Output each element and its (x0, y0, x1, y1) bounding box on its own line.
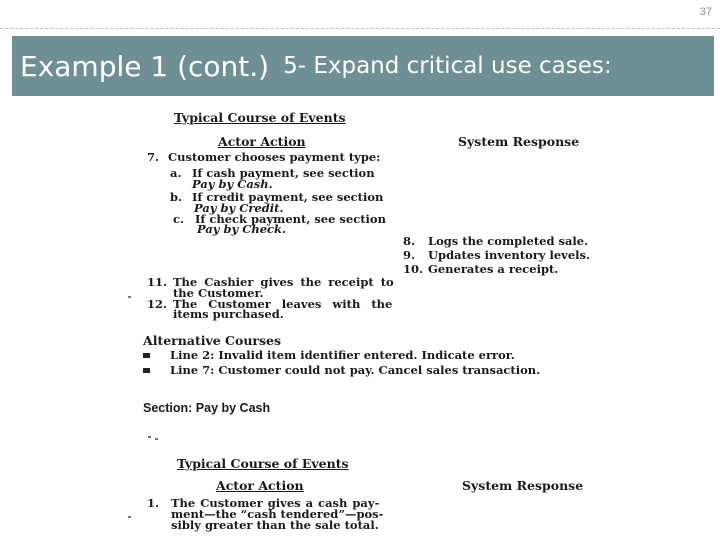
step-text: The Cashier gives the receipt to (173, 275, 394, 289)
option-label: b. (170, 190, 183, 204)
bullet-icon (143, 353, 150, 358)
scanned-document (0, 96, 720, 540)
step-text: The Customer leaves with the (173, 297, 393, 311)
system-response-column-header: System Response (458, 134, 580, 149)
scan-speck (128, 516, 131, 518)
typical-course-heading: Typical Course of Events (177, 456, 349, 471)
slide-title: Example 1 (cont.) (20, 49, 270, 83)
option-label: c. (173, 212, 185, 226)
option-reference: Pay by Cash. (192, 177, 273, 191)
step-text: The Customer gives a cash pay- (171, 496, 380, 510)
title-bar (12, 36, 714, 96)
system-response-column-header: System Response (462, 478, 584, 493)
alternative-course-item: Line 2: Invalid item identifier entered. Indicate error. (170, 348, 515, 362)
step-text: Logs the completed sale. (428, 234, 589, 248)
step-number: 9. (403, 248, 416, 262)
option-reference: Pay by Check. (197, 222, 287, 236)
step-text: the Customer. (173, 286, 264, 300)
actor-action-column-header: Actor Action (216, 478, 304, 493)
step-number: 11. (147, 275, 168, 289)
option-label: a. (170, 166, 182, 180)
option-text: If cash payment, see section (192, 166, 375, 180)
option-text: If credit payment, see section (192, 190, 384, 204)
alternative-courses-heading: Alternative Courses (143, 333, 282, 348)
section-heading: Section: Pay by Cash (143, 401, 271, 415)
top-divider (0, 28, 720, 29)
step-number: 12. (147, 297, 168, 311)
step-number: 1. (147, 496, 160, 510)
actor-action-column-header: Actor Action (218, 134, 306, 149)
step-text: items purchased. (173, 307, 284, 321)
step-text: Updates inventory levels. (428, 248, 591, 262)
option-reference: Pay by Credit. (194, 201, 284, 215)
option-text: If check payment, see section (195, 212, 386, 226)
bullet-icon (143, 368, 150, 373)
step-number: 10. (403, 262, 424, 276)
step-text: Customer chooses payment type: (168, 150, 381, 164)
scan-speck (155, 438, 158, 440)
step-text: ment—the “cash tendered”—pos- (171, 507, 384, 521)
scan-speck (148, 436, 151, 438)
step-text: Generates a receipt. (428, 262, 559, 276)
step-number: 7. (147, 150, 160, 164)
slide-subtitle: 5- Expand critical use cases: (283, 53, 612, 79)
slide-number: 37 (699, 6, 712, 18)
typical-course-heading: Typical Course of Events (174, 110, 346, 125)
alternative-course-item: Line 7: Customer could not pay. Cancel sales transaction. (170, 363, 541, 377)
step-number: 8. (403, 234, 416, 248)
step-text: sibly greater than the sale total. (171, 518, 379, 532)
scan-speck (128, 296, 131, 298)
